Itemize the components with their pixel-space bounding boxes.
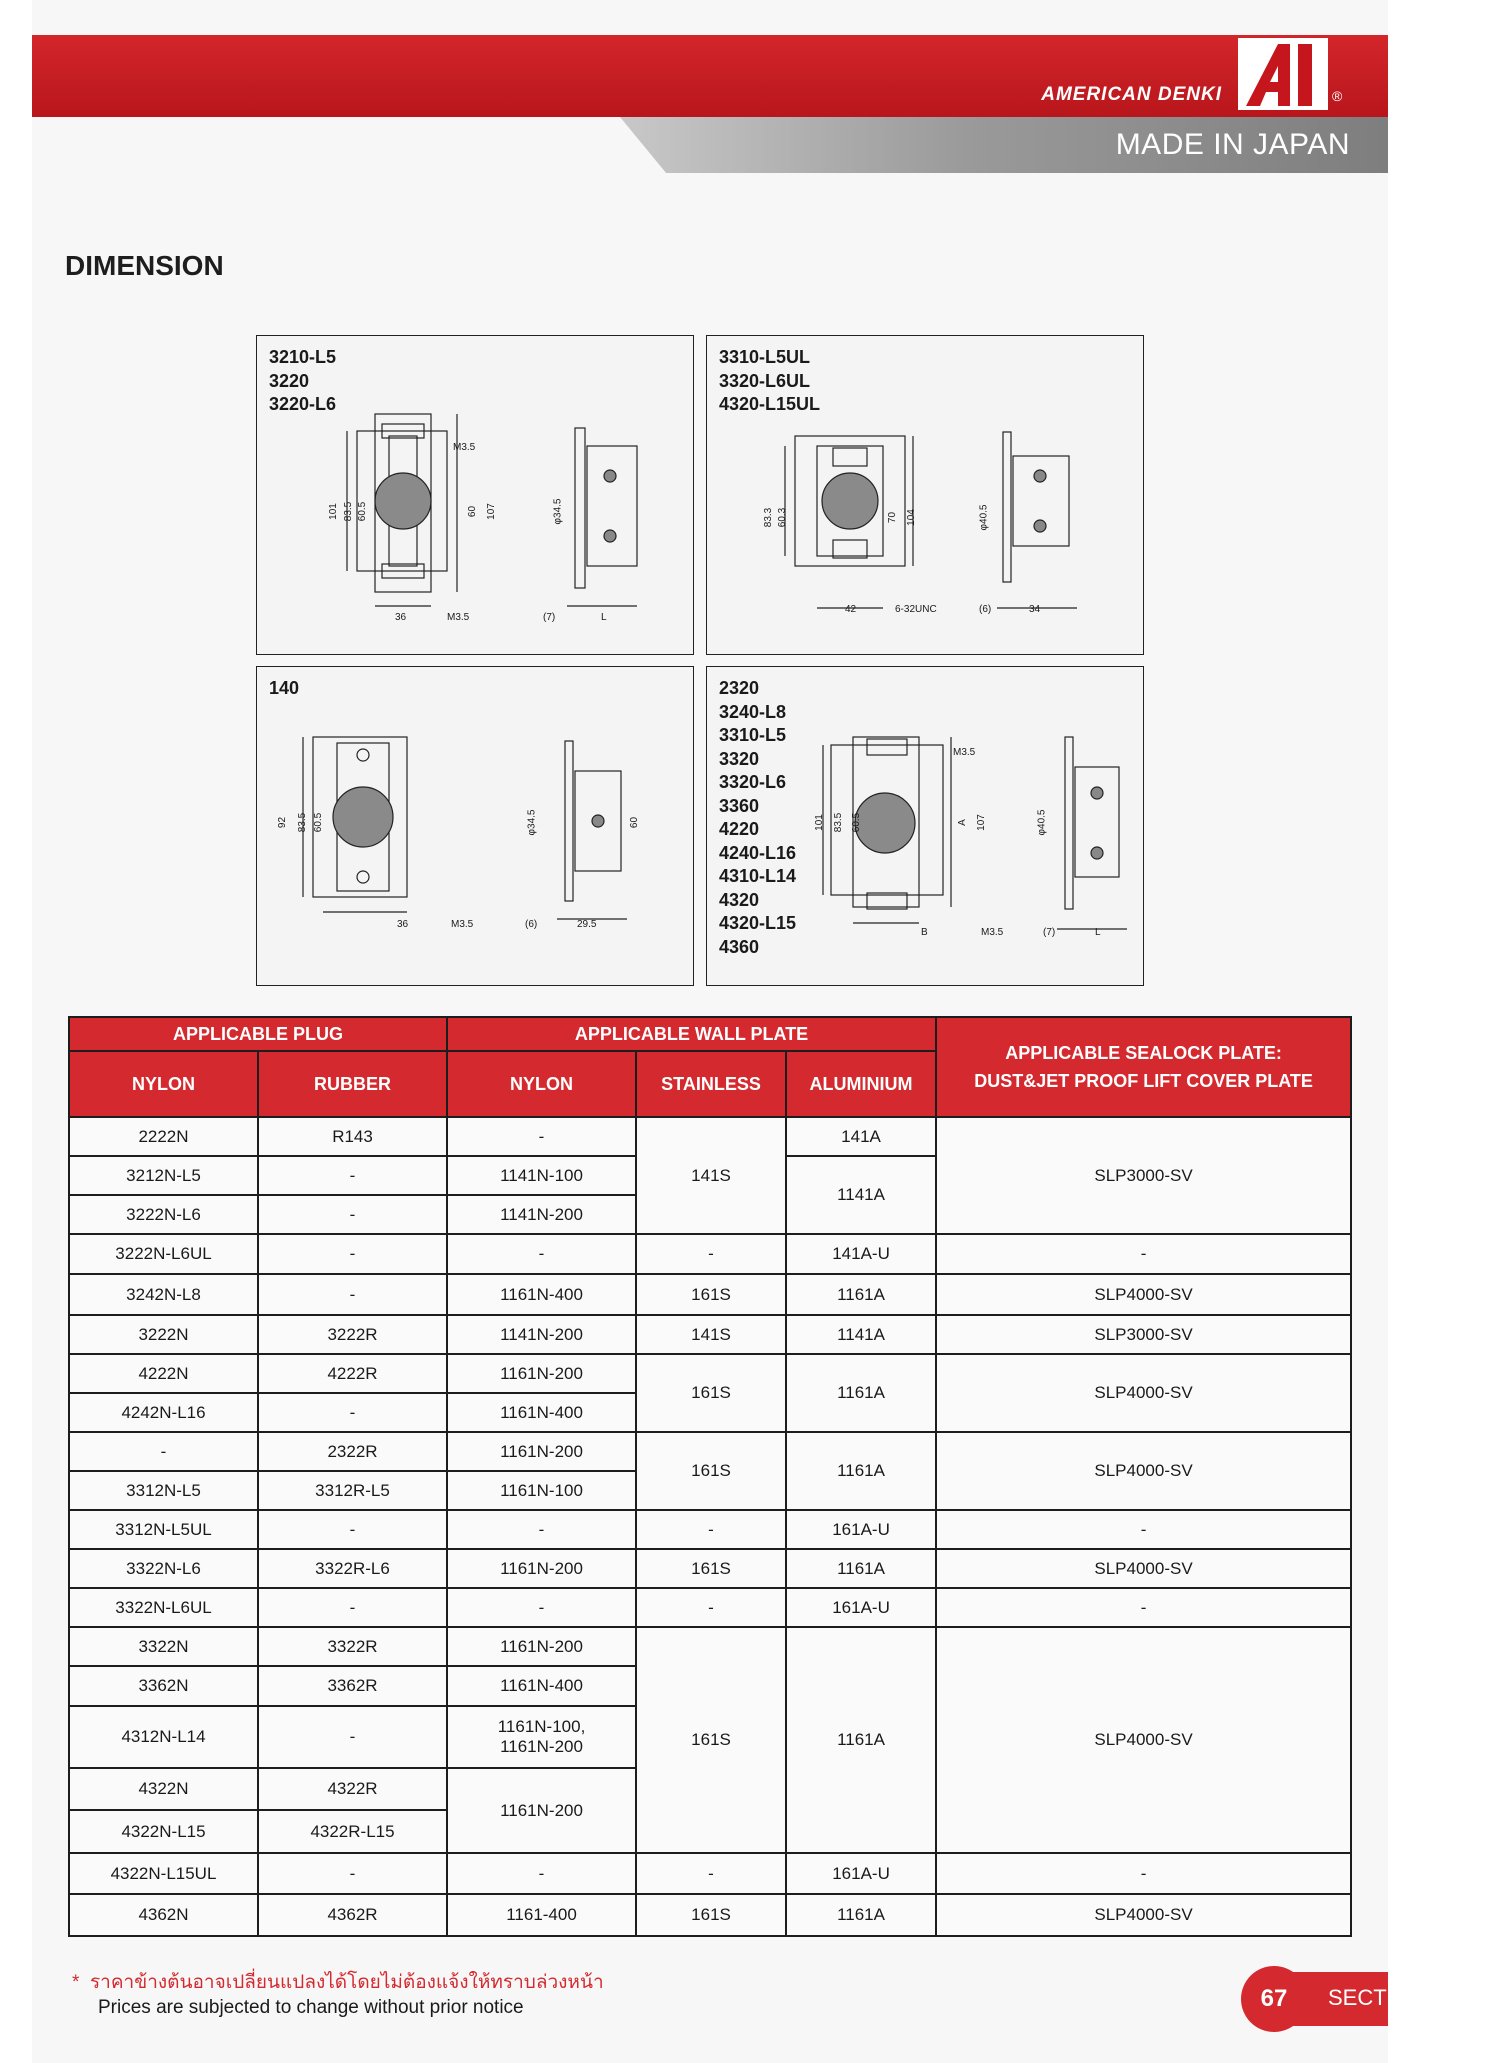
- model-label: 3240-L8: [719, 701, 787, 722]
- model-label: 3320: [719, 748, 760, 769]
- model-label: 3220: [269, 370, 310, 391]
- wall-plate-aluminium-cell: 1161A: [786, 1354, 936, 1432]
- dim-label: M3.5: [447, 612, 470, 623]
- dim-label: 34: [1029, 604, 1041, 615]
- model-label: 2320: [719, 678, 760, 698]
- plug-rubber-cell: 4222R: [258, 1354, 447, 1393]
- wall-plate-aluminium-cell: 1161A: [786, 1549, 936, 1588]
- dim-label: 42: [845, 604, 857, 615]
- wall-plate-aluminium-cell: 1141A: [786, 1315, 936, 1354]
- dim-label: 83.5: [343, 501, 355, 522]
- dim-label: M3.5: [451, 919, 474, 930]
- plug-nylon-cell: 4322N-L15UL: [69, 1853, 258, 1894]
- wall-plate-aluminium-cell: 1161A: [786, 1274, 936, 1315]
- registered-mark: ®: [1332, 88, 1343, 104]
- wall-plate-nylon-cell: 1161N-200: [447, 1627, 636, 1666]
- dimension-panel-1: [256, 335, 694, 655]
- plug-nylon-cell: 4362N: [69, 1894, 258, 1936]
- model-label: 4360: [719, 936, 760, 957]
- wall-plate-nylon-cell: 1141N-200: [447, 1315, 636, 1354]
- wall-plate-stainless-cell: -: [636, 1510, 786, 1549]
- wall-plate-nylon-cell: 1141N-100: [447, 1156, 636, 1195]
- dim-label: 36: [395, 612, 407, 623]
- dim-label: 83.3: [763, 507, 775, 528]
- model-label: 4320-L15UL: [719, 394, 821, 414]
- plug-rubber-cell: 3222R: [258, 1315, 447, 1354]
- wall-plate-stainless-cell: -: [636, 1234, 786, 1274]
- model-label: 4220: [719, 819, 760, 839]
- model-label: 3220-L6: [269, 394, 337, 414]
- wall-plate-aluminium-cell: 141A: [786, 1117, 936, 1156]
- table-row: [69, 1315, 1351, 1354]
- dim-label: 92: [277, 816, 289, 829]
- section-title: DIMENSION: [65, 250, 224, 281]
- plug-rubber-cell: -: [258, 1274, 447, 1315]
- wall-plate-nylon-cell: 1161N-200: [447, 1549, 636, 1588]
- sealock-cell: -: [936, 1588, 1351, 1627]
- dim-label: 6-32UNC: [895, 604, 937, 615]
- wall-plate-aluminium-cell: 161A-U: [786, 1510, 936, 1549]
- plug-nylon-cell: 3322N-L6UL: [69, 1588, 258, 1627]
- wall-plate-stainless-cell: -: [636, 1853, 786, 1894]
- wall-plate-stainless-header: STAINLESS: [636, 1051, 786, 1117]
- model-label: 4320: [719, 889, 760, 910]
- plug-nylon-cell: 3362N: [69, 1666, 258, 1706]
- plug-nylon-header: NYLON: [69, 1051, 258, 1117]
- wall-plate-aluminium-header: ALUMINIUM: [786, 1051, 936, 1117]
- plug-rubber-cell: -: [258, 1853, 447, 1894]
- plug-nylon-cell: 3322N: [69, 1627, 258, 1666]
- table-row: [69, 1117, 1351, 1156]
- wall-plate-stainless-cell: 161S: [636, 1432, 786, 1510]
- wall-plate-stainless-cell: 161S: [636, 1627, 786, 1853]
- sealock-cell: SLP4000-SV: [936, 1354, 1351, 1432]
- plug-rubber-cell: 3322R-L6: [258, 1549, 447, 1588]
- wall-plate-aluminium-cell: 1161A: [786, 1627, 936, 1853]
- page-number: 67: [1241, 1966, 1307, 2032]
- brand-logo: [1238, 38, 1328, 110]
- dim-label: (7): [1043, 927, 1056, 938]
- brand-name: AMERICAN DENKI: [1041, 84, 1222, 105]
- wall-plate-nylon-header: NYLON: [447, 1051, 636, 1117]
- plug-rubber-cell: 2322R: [258, 1432, 447, 1471]
- section-tab-label: SECT: [1328, 1985, 1387, 2010]
- plug-nylon-cell: 3222N-L6UL: [69, 1234, 258, 1274]
- sealock-cell: SLP3000-SV: [936, 1315, 1351, 1354]
- applicable-accessories-table: [68, 1016, 1352, 1937]
- wall-plate-nylon-cell: -: [447, 1510, 636, 1549]
- dim-label: A: [956, 819, 968, 826]
- plug-rubber-cell: 4322R-L15: [258, 1810, 447, 1853]
- sealock-cell: SLP4000-SV: [936, 1274, 1351, 1315]
- wall-plate-nylon-cell: -: [447, 1853, 636, 1894]
- wall-plate-nylon-cell: 1161N-200: [447, 1768, 636, 1853]
- model-label: 4310-L14: [719, 866, 797, 886]
- plug-nylon-cell: -: [69, 1432, 258, 1471]
- wall-plate-aluminium-cell: 161A-U: [786, 1853, 936, 1894]
- plug-rubber-cell: -: [258, 1156, 447, 1195]
- plug-nylon-cell: 3222N: [69, 1315, 258, 1354]
- model-label: 3310-L5: [719, 725, 787, 745]
- wall-plate-nylon-cell: 1161N-400: [447, 1274, 636, 1315]
- dim-label: 107: [975, 814, 987, 831]
- plug-nylon-cell: 4322N-L15: [69, 1810, 258, 1853]
- dim-label: 60.5: [357, 501, 369, 522]
- table-row: [69, 1588, 1351, 1627]
- plug-rubber-cell: -: [258, 1195, 447, 1234]
- applicable-wall-plate-header: APPLICABLE WALL PLATE: [447, 1017, 936, 1051]
- sealock-cell: -: [936, 1853, 1351, 1894]
- dim-label: φ40.5: [1036, 809, 1048, 836]
- plug-rubber-header: RUBBER: [258, 1051, 447, 1117]
- dim-label: 101: [813, 814, 825, 831]
- disclaimer-thai: ราคาข้างต้นอาจเปลี่ยนแปลงได้โดยไม่ต้องแจ้งให้ทราบล่วงหน้า: [89, 1972, 604, 1993]
- plug-nylon-cell: 4312N-L14: [69, 1706, 258, 1768]
- applicable-sealock-header: APPLICABLE SEALOCK PLATE: DUST&JET PROOF LIFT COVER PLATE: [936, 1017, 1351, 1117]
- dim-label: 60.5: [851, 812, 863, 833]
- table-row: [69, 1432, 1351, 1471]
- table-row: [69, 1549, 1351, 1588]
- dim-label: 83.5: [833, 812, 845, 833]
- plug-rubber-cell: -: [258, 1588, 447, 1627]
- wall-plate-nylon-cell: 1161N-100: [447, 1471, 636, 1510]
- sealock-cell: SLP4000-SV: [936, 1549, 1351, 1588]
- wall-plate-aluminium-cell: 1141A: [786, 1156, 936, 1234]
- dim-label: (6): [979, 604, 992, 615]
- plug-rubber-cell: 3322R: [258, 1627, 447, 1666]
- model-label: 3320-L6UL: [719, 370, 811, 391]
- dim-label: L: [1095, 927, 1101, 938]
- plug-rubber-cell: -: [258, 1234, 447, 1274]
- plug-nylon-cell: 4242N-L16: [69, 1393, 258, 1432]
- dim-label: 83.5: [297, 812, 309, 833]
- wall-plate-nylon-cell: 1161N-400: [447, 1393, 636, 1432]
- applicable-plug-header: APPLICABLE PLUG: [69, 1017, 447, 1051]
- plug-rubber-cell: 4322R: [258, 1768, 447, 1810]
- dim-label: L: [601, 612, 607, 623]
- table-row: [69, 1274, 1351, 1315]
- model-label: 4320-L15: [719, 913, 797, 933]
- plug-nylon-cell: 3212N-L5: [69, 1156, 258, 1195]
- sealock-cell: -: [936, 1234, 1351, 1274]
- model-label: 3210-L5: [269, 347, 337, 367]
- dim-label: 70: [887, 511, 899, 524]
- model-label: 3320-L6: [719, 772, 787, 792]
- wall-plate-nylon-cell: 1161N-400: [447, 1666, 636, 1706]
- wall-plate-nylon-cell: -: [447, 1234, 636, 1274]
- sealock-cell: SLP4000-SV: [936, 1432, 1351, 1510]
- dim-label: 36: [397, 919, 409, 930]
- plug-nylon-cell: 3242N-L8: [69, 1274, 258, 1315]
- plug-rubber-cell: -: [258, 1393, 447, 1432]
- sealock-cell: SLP4000-SV: [936, 1627, 1351, 1853]
- plug-rubber-cell: -: [258, 1706, 447, 1768]
- model-label: 4240-L16: [719, 842, 797, 863]
- wall-plate-stainless-cell: 141S: [636, 1315, 786, 1354]
- wall-plate-nylon-cell: 1161-400: [447, 1894, 636, 1936]
- plug-nylon-cell: 3312N-L5: [69, 1471, 258, 1510]
- table-row: [69, 1627, 1351, 1666]
- dim-label: 60: [467, 505, 479, 518]
- receptacle-drawing: [257, 336, 693, 654]
- plug-nylon-cell: 3322N-L6: [69, 1549, 258, 1588]
- plug-rubber-cell: 3362R: [258, 1666, 447, 1706]
- dim-label: 107: [485, 503, 497, 520]
- dim-label: φ34.5: [526, 809, 538, 836]
- plug-rubber-cell: R143: [258, 1117, 447, 1156]
- wall-plate-stainless-cell: 141S: [636, 1117, 786, 1234]
- sealock-cell: SLP4000-SV: [936, 1894, 1351, 1936]
- plug-nylon-cell: 3312N-L5UL: [69, 1510, 258, 1549]
- asterisk: *: [72, 1972, 80, 1993]
- table-row: [69, 1894, 1351, 1936]
- dimension-panel-4: [706, 666, 1144, 986]
- price-disclaimer: [72, 1967, 604, 2019]
- disclaimer-english: Prices are subjected to change without prior notice: [98, 1997, 524, 2018]
- plug-nylon-cell: 4222N: [69, 1354, 258, 1393]
- wall-plate-aluminium-cell: 161A-U: [786, 1588, 936, 1627]
- wall-plate-stainless-cell: 161S: [636, 1894, 786, 1936]
- wall-plate-nylon-cell: 1161N-100, 1161N-200: [447, 1706, 636, 1768]
- dim-label: 60.3: [777, 507, 789, 528]
- wall-plate-nylon-cell: 1161N-200: [447, 1354, 636, 1393]
- wall-plate-nylon-cell: 1141N-200: [447, 1195, 636, 1234]
- wall-plate-aluminium-cell: 1161A: [786, 1432, 936, 1510]
- dim-label: M3.5: [981, 927, 1004, 938]
- table-row: [69, 1853, 1351, 1894]
- plug-nylon-cell: 3222N-L6: [69, 1195, 258, 1234]
- plug-rubber-cell: -: [258, 1510, 447, 1549]
- model-label: 140: [269, 678, 300, 698]
- wall-plate-aluminium-cell: 1161A: [786, 1894, 936, 1936]
- dim-label: 101: [327, 503, 339, 520]
- model-label: 3310-L5UL: [719, 347, 811, 367]
- dim-label: 29.5: [577, 919, 597, 930]
- dim-label: M3.5: [953, 747, 976, 758]
- wall-plate-nylon-cell: 1161N-200: [447, 1432, 636, 1471]
- dimension-panel-2: [706, 335, 1144, 655]
- dim-label: 104: [905, 509, 917, 526]
- plug-rubber-cell: 4362R: [258, 1894, 447, 1936]
- table-row: [69, 1234, 1351, 1274]
- wall-plate-nylon-cell: -: [447, 1117, 636, 1156]
- sealock-cell: SLP3000-SV: [936, 1117, 1351, 1234]
- wall-plate-stainless-cell: -: [636, 1588, 786, 1627]
- dim-label: 60: [629, 816, 641, 829]
- model-label: 3360: [719, 795, 760, 816]
- dim-label: M3.5: [453, 442, 476, 453]
- wall-plate-stainless-cell: 161S: [636, 1354, 786, 1432]
- wall-plate-nylon-cell: -: [447, 1588, 636, 1627]
- dim-label: (6): [525, 919, 538, 930]
- table-row: [69, 1510, 1351, 1549]
- plug-nylon-cell: 4322N: [69, 1768, 258, 1810]
- dim-label: B: [921, 927, 928, 938]
- made-in-japan: MADE IN JAPAN: [1115, 128, 1350, 161]
- dimension-panel-3: [256, 666, 694, 986]
- wall-plate-stainless-cell: 161S: [636, 1549, 786, 1588]
- plug-nylon-cell: 2222N: [69, 1117, 258, 1156]
- wall-plate-aluminium-cell: 141A-U: [786, 1234, 936, 1274]
- dim-label: (7): [543, 612, 556, 623]
- dim-label: 60.5: [313, 812, 325, 833]
- dim-label: φ34.5: [552, 498, 564, 525]
- table-row: [69, 1354, 1351, 1393]
- plug-rubber-cell: 3312R-L5: [258, 1471, 447, 1510]
- dim-label: φ40.5: [978, 504, 990, 531]
- wall-plate-stainless-cell: 161S: [636, 1274, 786, 1315]
- sealock-cell: -: [936, 1510, 1351, 1549]
